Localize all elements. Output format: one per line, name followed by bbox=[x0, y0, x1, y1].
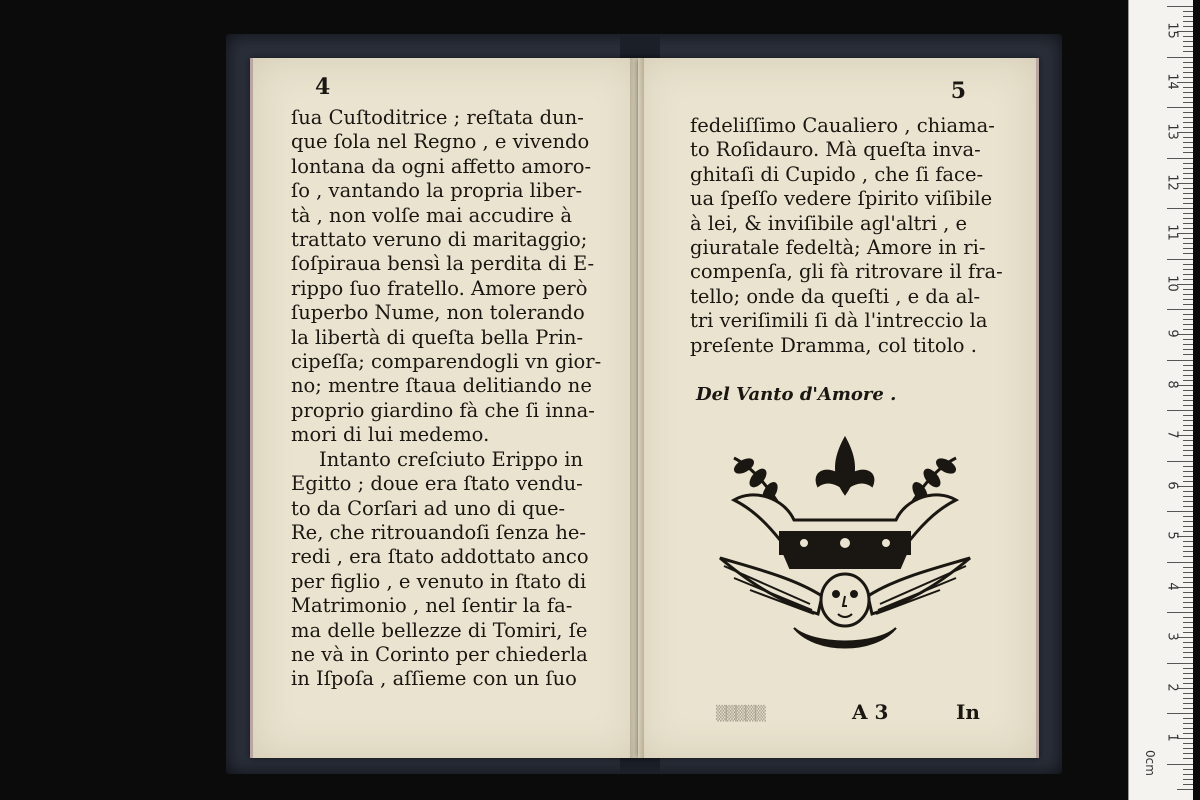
ruler-tick bbox=[1183, 375, 1193, 376]
ruler-tick bbox=[1167, 663, 1193, 664]
ruler-tick bbox=[1183, 400, 1193, 401]
ruler-tick bbox=[1183, 430, 1193, 431]
text-line: giuratale fedeltà; Amore in ri- bbox=[690, 236, 986, 260]
ruler-tick bbox=[1183, 11, 1193, 12]
ruler-tick bbox=[1183, 36, 1193, 37]
ruler-tick bbox=[1183, 617, 1193, 618]
text-line: cipeſſa; comparendogli vn gior- bbox=[291, 350, 602, 374]
text-line: que ſola nel Regno , e vivendo bbox=[291, 130, 590, 154]
crown-cherub-woodcut-icon bbox=[714, 428, 976, 660]
ruler-tick bbox=[1183, 425, 1193, 426]
ruler-tick bbox=[1183, 556, 1193, 557]
ruler-tick bbox=[1183, 455, 1193, 456]
ruler-tick bbox=[1183, 450, 1193, 451]
text-line: preſente Dramma, col titolo . bbox=[690, 333, 977, 357]
ruler-tick bbox=[1183, 521, 1193, 522]
ruler-tick bbox=[1183, 743, 1193, 744]
ruler-tick bbox=[1183, 602, 1193, 603]
ruler-tick bbox=[1183, 779, 1193, 780]
ruler-tick bbox=[1183, 395, 1193, 396]
ruler-tick bbox=[1183, 147, 1193, 148]
left-page-number: 4 bbox=[315, 74, 331, 100]
ruler-tick bbox=[1183, 607, 1193, 608]
ruler-tick bbox=[1183, 577, 1193, 578]
ruler-tick bbox=[1183, 46, 1193, 47]
ruler-tick bbox=[1183, 72, 1193, 73]
ruler-tick bbox=[1167, 158, 1193, 159]
ruler-number: 12 bbox=[1164, 173, 1180, 191]
text-line: mori di lui medemo. bbox=[291, 423, 490, 447]
ruler-tick bbox=[1167, 208, 1193, 209]
ruler-tick bbox=[1183, 753, 1193, 754]
drama-subtitle: Del Vanto d'Amore . bbox=[696, 384, 897, 405]
ruler-tick bbox=[1183, 344, 1193, 345]
ruler-tick bbox=[1183, 41, 1193, 42]
ruler-tick bbox=[1183, 627, 1193, 628]
text-line: trattato veruno di maritaggio; bbox=[291, 228, 588, 252]
ruler-tick bbox=[1183, 142, 1193, 143]
ruler-tick bbox=[1183, 152, 1193, 153]
ruler-tick bbox=[1183, 415, 1193, 416]
text-line: lontana da ogni affetto amoro- bbox=[291, 154, 592, 178]
ruler-tick bbox=[1183, 26, 1193, 27]
ruler-tick bbox=[1183, 349, 1193, 350]
ruler-tick bbox=[1183, 673, 1193, 674]
ruler-tick bbox=[1183, 551, 1193, 552]
text-line: Egitto ; doue era ſtato vendu- bbox=[291, 472, 583, 496]
ruler-tick bbox=[1183, 597, 1193, 598]
ruler-tick bbox=[1183, 405, 1193, 406]
ruler-tick bbox=[1183, 324, 1193, 325]
faded-stamp-mark: ▒▒▒▒▒ bbox=[716, 706, 765, 722]
page-gutter bbox=[630, 58, 644, 758]
text-line: ſoſpiraua bensì la perdita di E- bbox=[291, 252, 595, 276]
ruler-tick bbox=[1183, 238, 1193, 239]
ruler-tick bbox=[1183, 329, 1193, 330]
ruler-tick bbox=[1183, 506, 1193, 507]
ruler-tick bbox=[1183, 491, 1193, 492]
ruler-tick bbox=[1183, 173, 1193, 174]
ruler-number: 6 bbox=[1164, 481, 1180, 490]
ruler-tick bbox=[1183, 567, 1193, 568]
ruler-tick bbox=[1183, 678, 1193, 679]
ruler-tick bbox=[1183, 228, 1193, 229]
ruler-tick bbox=[1167, 259, 1193, 260]
text-line: ne và in Corinto per chiederla bbox=[291, 642, 588, 666]
ruler-tick bbox=[1183, 758, 1193, 759]
ruler-tick bbox=[1183, 440, 1193, 441]
ruler-tick bbox=[1183, 264, 1193, 265]
ruler-tick bbox=[1183, 632, 1193, 633]
ruler-tick bbox=[1183, 97, 1193, 98]
text-line: ma delle bellezze di Tomiri, ſe bbox=[291, 618, 588, 642]
ruler-tick bbox=[1183, 163, 1193, 164]
ruler-tick bbox=[1183, 198, 1193, 199]
ruler-tick bbox=[1183, 693, 1193, 694]
ruler-number: 1 bbox=[1164, 733, 1180, 742]
right-page bbox=[638, 58, 1039, 758]
ruler-number: 13 bbox=[1164, 123, 1180, 141]
ruler-tick bbox=[1183, 365, 1193, 366]
ruler-tick bbox=[1183, 294, 1193, 295]
ruler-number: 7 bbox=[1164, 430, 1180, 439]
ruler-tick bbox=[1167, 511, 1193, 512]
ruler-tick bbox=[1183, 370, 1193, 371]
ruler-tick bbox=[1183, 652, 1193, 653]
ruler-tick bbox=[1183, 289, 1193, 290]
ruler-tick bbox=[1183, 728, 1193, 729]
ruler-tick bbox=[1183, 168, 1193, 169]
signature-mark: A 3 bbox=[852, 700, 889, 724]
text-line: compenſa, gli fà ritrovare il fra- bbox=[690, 260, 1003, 284]
ruler-number: 11 bbox=[1164, 224, 1180, 242]
ruler-tick bbox=[1183, 253, 1193, 254]
ruler-tick bbox=[1167, 410, 1193, 411]
ruler-tick bbox=[1183, 127, 1193, 128]
text-line: to Roſidauro. Mà queſta inva- bbox=[690, 138, 981, 162]
ruler-tick bbox=[1167, 764, 1193, 765]
ruler-tick bbox=[1183, 541, 1193, 542]
ruler-tick bbox=[1177, 789, 1193, 790]
left-page-text bbox=[291, 106, 603, 692]
ruler-tick bbox=[1183, 481, 1193, 482]
ruler-tick bbox=[1183, 622, 1193, 623]
text-line: proprio giardino fà che ſi inna- bbox=[291, 398, 595, 422]
measurement-ruler bbox=[1128, 0, 1193, 800]
ruler-tick bbox=[1183, 769, 1193, 770]
ruler-tick bbox=[1183, 137, 1193, 138]
ruler-tick bbox=[1183, 248, 1193, 249]
ruler-tick bbox=[1183, 526, 1193, 527]
ruler-tick bbox=[1183, 178, 1193, 179]
ruler-tick bbox=[1167, 713, 1193, 714]
ruler-tick bbox=[1183, 77, 1193, 78]
ruler-number: 3 bbox=[1164, 632, 1180, 641]
text-line: ſuperbo Nume, non tolerando bbox=[291, 301, 585, 325]
ruler-tick bbox=[1167, 6, 1193, 7]
ruler-tick bbox=[1183, 380, 1193, 381]
ruler-tick bbox=[1183, 319, 1193, 320]
text-line: to da Corſari ad uno di que- bbox=[291, 496, 566, 520]
ruler-tick bbox=[1183, 51, 1193, 52]
ruler-tick bbox=[1183, 476, 1193, 477]
ruler-tick bbox=[1183, 698, 1193, 699]
ruler-tick bbox=[1167, 309, 1193, 310]
ruler-tick bbox=[1183, 668, 1193, 669]
ruler-tick bbox=[1183, 390, 1193, 391]
right-page-number: 5 bbox=[950, 78, 966, 104]
ruler-tick bbox=[1183, 339, 1193, 340]
ruler-unit-label: 0cm bbox=[1142, 750, 1157, 776]
text-line: ſua Cuſtoditrice ; reſtata dun- bbox=[291, 106, 584, 129]
ruler-tick bbox=[1183, 112, 1193, 113]
ruler-tick bbox=[1183, 102, 1193, 103]
text-line: la libertà di queſta bella Prin- bbox=[291, 325, 584, 349]
ruler-number: 8 bbox=[1164, 380, 1180, 389]
ruler-tick bbox=[1183, 501, 1193, 502]
ruler-number: 2 bbox=[1164, 683, 1180, 692]
ruler-tick bbox=[1183, 531, 1193, 532]
ruler-tick bbox=[1183, 784, 1193, 785]
ruler-tick bbox=[1183, 647, 1193, 648]
ruler-tick bbox=[1183, 748, 1193, 749]
ruler-tick bbox=[1183, 582, 1193, 583]
ruler-tick bbox=[1183, 279, 1193, 280]
text-line: redi , era ſtato addottato anco bbox=[291, 545, 589, 569]
ruler-tick bbox=[1183, 304, 1193, 305]
ruler-tick bbox=[1167, 360, 1193, 361]
left-page bbox=[250, 58, 639, 758]
text-line: rippo ſuo fratello. Amore però bbox=[291, 276, 588, 300]
ruler-tick bbox=[1167, 612, 1193, 613]
ruler-tick bbox=[1183, 314, 1193, 315]
ruler-tick bbox=[1183, 269, 1193, 270]
ruler-tick bbox=[1183, 62, 1193, 63]
text-line: in Iſpoſa , aſſieme con un ſuo bbox=[291, 667, 577, 691]
text-line: Matrimonio , nel ſentir la fa- bbox=[291, 594, 573, 618]
ruler-tick bbox=[1183, 92, 1193, 93]
ruler-number: 4 bbox=[1164, 582, 1180, 591]
ruler-tick bbox=[1183, 496, 1193, 497]
ruler-tick bbox=[1183, 16, 1193, 17]
ruler-tick bbox=[1183, 592, 1193, 593]
text-line: fedeliſſimo Caualiero , chiama- bbox=[690, 114, 995, 137]
text-line: Intanto creſciuto Erippo in bbox=[319, 447, 584, 471]
ruler-tick bbox=[1183, 87, 1193, 88]
ruler-tick bbox=[1183, 243, 1193, 244]
text-line: tà , non volſe mai accudire à bbox=[291, 203, 573, 227]
text-line: ua ſpeſſo vedere ſpirito viſibile bbox=[690, 187, 993, 211]
ruler-tick bbox=[1183, 67, 1193, 68]
ruler-tick bbox=[1183, 466, 1193, 467]
ruler-tick bbox=[1183, 733, 1193, 734]
ruler-tick bbox=[1183, 642, 1193, 643]
ruler-tick bbox=[1183, 420, 1193, 421]
ruler-tick bbox=[1183, 516, 1193, 517]
ruler-tick bbox=[1183, 774, 1193, 775]
ruler-tick bbox=[1183, 203, 1193, 204]
ruler-number: 10 bbox=[1164, 274, 1180, 292]
ruler-tick bbox=[1183, 117, 1193, 118]
ruler-tick bbox=[1183, 354, 1193, 355]
ruler-tick bbox=[1183, 223, 1193, 224]
ruler-tick bbox=[1183, 471, 1193, 472]
ruler-tick bbox=[1183, 723, 1193, 724]
text-line: no; mentre ſtaua delitiando ne bbox=[291, 374, 592, 398]
ruler-tick bbox=[1183, 274, 1193, 275]
right-page-text bbox=[690, 114, 1002, 358]
ruler-number: 5 bbox=[1164, 531, 1180, 540]
ruler-tick bbox=[1183, 218, 1193, 219]
ruler-tick bbox=[1183, 21, 1193, 22]
text-line: ſo , vantando la propria liber- bbox=[291, 179, 583, 203]
ruler-tick bbox=[1183, 703, 1193, 704]
ruler-tick bbox=[1183, 572, 1193, 573]
text-line: per figlio , e venuto in ſtato di bbox=[291, 569, 587, 593]
ruler-tick bbox=[1167, 57, 1193, 58]
ruler-tick bbox=[1183, 657, 1193, 658]
ruler-tick bbox=[1183, 708, 1193, 709]
ruler-number: 14 bbox=[1164, 72, 1180, 90]
ruler-tick bbox=[1183, 213, 1193, 214]
catchword: In bbox=[956, 700, 980, 724]
text-line: à lei, & inviſibile agl'altri , e bbox=[690, 211, 968, 235]
ruler-tick bbox=[1183, 683, 1193, 684]
text-line: tello; onde da queſti , e da al- bbox=[690, 284, 981, 308]
text-line: tri veriſimili ſi dà l'intreccio la bbox=[690, 309, 988, 333]
ruler-number: 15 bbox=[1164, 22, 1180, 40]
ruler-tick bbox=[1183, 122, 1193, 123]
ruler-tick bbox=[1167, 562, 1193, 563]
ruler-tick bbox=[1183, 299, 1193, 300]
ruler-tick bbox=[1167, 107, 1193, 108]
ruler-tick bbox=[1183, 546, 1193, 547]
ruler-tick bbox=[1183, 193, 1193, 194]
ruler-number: 9 bbox=[1164, 329, 1180, 338]
text-line: ghitaſi di Cupido , che ſi face- bbox=[690, 162, 984, 186]
text-line: Re, che ritrouandoſi ſenza he- bbox=[291, 520, 587, 544]
ruler-tick bbox=[1183, 718, 1193, 719]
ruler-tick bbox=[1183, 188, 1193, 189]
ruler-tick bbox=[1183, 445, 1193, 446]
ruler-tick bbox=[1167, 461, 1193, 462]
